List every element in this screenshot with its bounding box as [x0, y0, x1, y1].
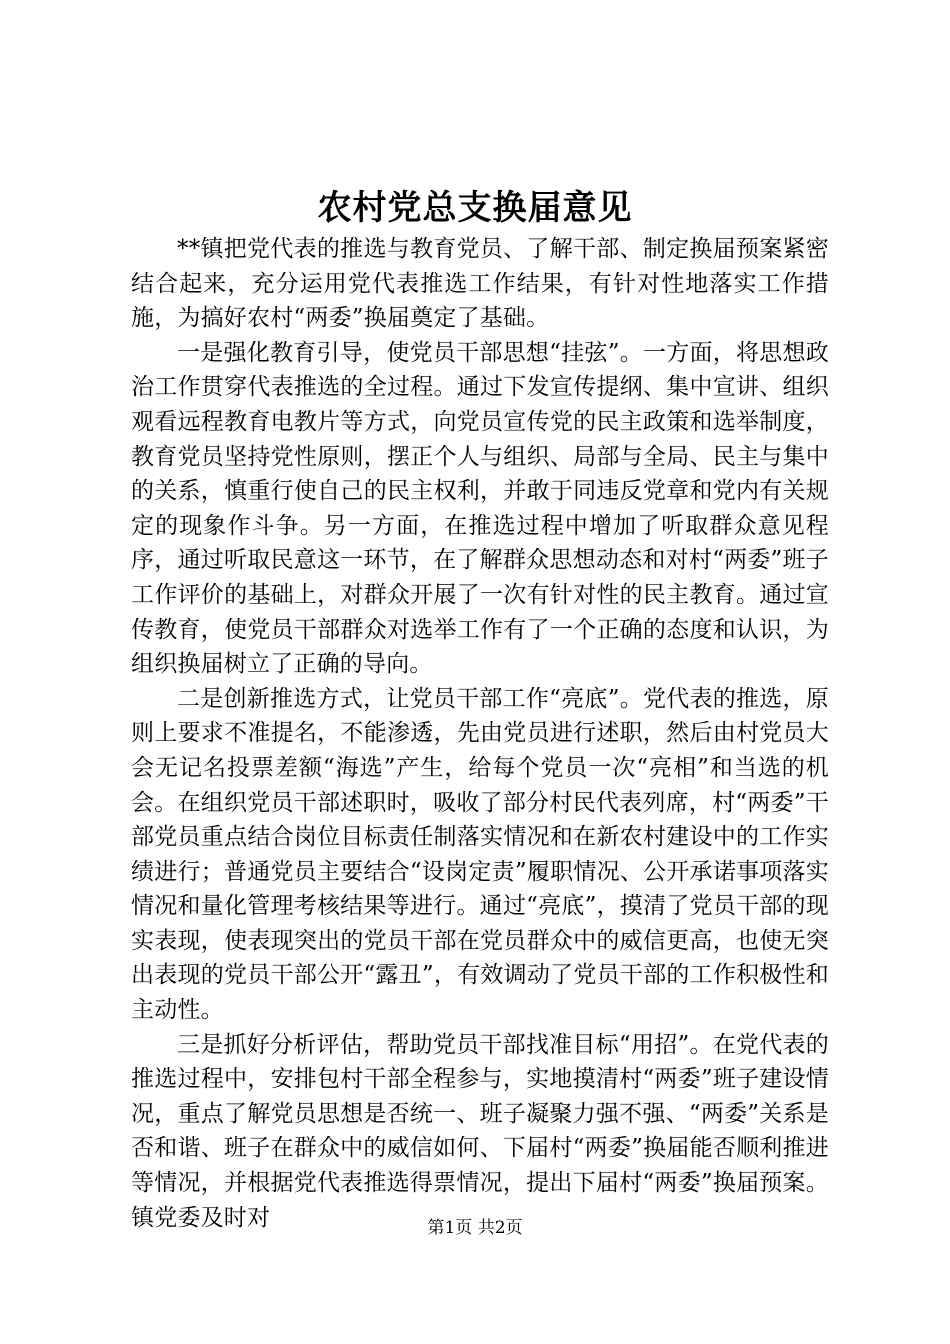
- page-number-indicator: 第1页 共2页: [427, 1218, 523, 1238]
- paragraph-section-one: 一是强化教育引导，使党员干部思想“挂弦”。一方面，将思想政治工作贯穿代表推选的全过程。通过下发宣传提纲、集中宣讲、组织观看远程教育电教片等方式，向党员宣传党的民主政策和选举制度，教育党员坚持党性原则，摆正个人与组织、局部与全局、民主与集中的关系，慎重行使自己的民主权利，并敢于同违反党章和党内有关规定的现象作斗争。另一方面，在推选过程中增加了听取群众意见程序，通过听取民意这一环节，在了解群众思想动态和对村“两委”班子工作评价的基础上，对群众开展了一次有针对性的民主教育。通过宣传教育，使党员干部群众对选举工作有了一个正确的态度和认识，为组织换届树立了正确的导向。: [131, 339, 829, 678]
- page-footer: [0, 1214, 950, 1242]
- document-title: 农村党总支换届意见: [317, 188, 633, 228]
- paragraph-section-two: 二是创新推选方式，让党员干部工作“亮底”。党代表的推选，原则上要求不准提名，不能渗透，先由党员进行述职，然后由村党员大会无记名投票差额“海选”产生，给每个党员一次“亮相”和当选的机会。在组织党员干部述职时，吸收了部分村民代表列席，村“两委”干部党员重点结合岗位目标责任制落实情况和在新农村建设中的工作实绩进行；普通党员主要结合“设岗定责”履职情况、公开承诺事项落实情况和量化管理考核结果等进行。通过“亮底”，摸清了党员干部的现实表现，使表现突出的党员干部在党员群众中的威信更高，也使无突出表现的党员干部公开“露丑”，有效调动了党员干部的工作积极性和主动性。: [131, 685, 829, 1024]
- paragraph-intro: **镇把党代表的推选与教育党员、了解干部、制定换届预案紧密结合起来，充分运用党代表推选工作结果，有针对性地落实工作措施，为搞好农村“两委”换届奠定了基础。: [131, 236, 829, 332]
- paragraph-section-three: 三是抓好分析评估，帮助党员干部找准目标“用招”。在党代表的推选过程中，安排包村干部全程参与，实地摸清村“两委”班子建设情况，重点了解党员思想是否统一、班子凝聚力强不强、“两委”关系是否和谐、班子在群众中的威信如何、下届村“两委”换届能否顺利推进等情况，并根据党代表推选得票情况，提出下届村“两委”换届预案。镇党委及时对: [131, 1031, 829, 1231]
- document-body: [131, 232, 829, 1235]
